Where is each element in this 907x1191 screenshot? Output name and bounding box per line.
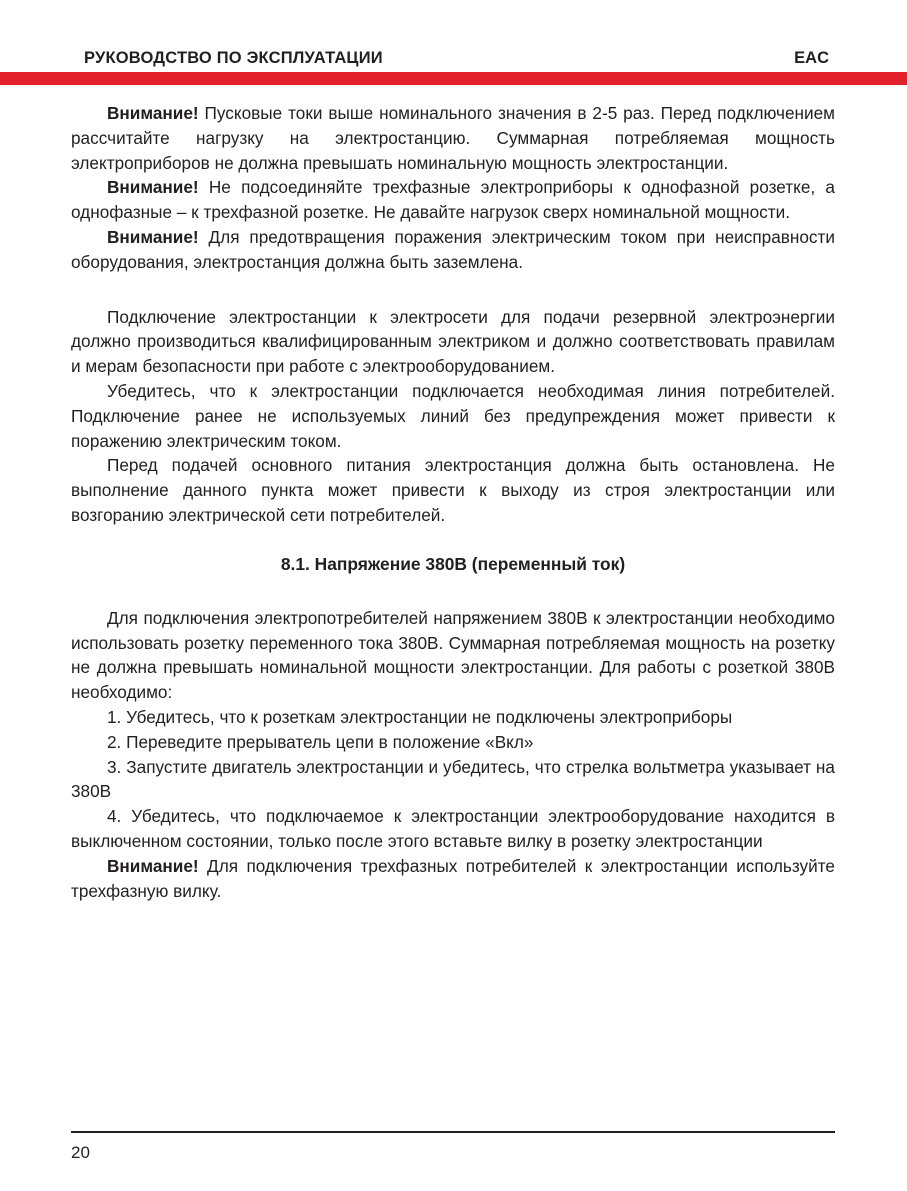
warning-text: Для предотвращения поражения электрическим током при неисправности оборудования, электростанция должна быть заземлена. <box>71 226 835 272</box>
document-title: РУКОВОДСТВО ПО ЭКСПЛУАТАЦИИ <box>84 49 383 67</box>
warning-paragraph <box>71 101 835 175</box>
warning-paragraph <box>71 175 835 225</box>
step-item: 3. Запустите двигатель электростанции и убедитесь, что стрелка вольтметра указывает на 380В <box>71 756 835 802</box>
footer-divider <box>71 1131 835 1133</box>
warning-text: Для подключения трехфазных потребителей к электростанции используйте трехфазную вилку. <box>71 855 835 901</box>
page-header <box>0 0 907 90</box>
warning-text: Не подсоединяйте трехфазные электроприборы к однофазной розетке, а однофазные – к трехфазной розетке. Не давайте нагрузок сверх номинальной мощности. <box>71 177 835 223</box>
body-paragraph: Убедитесь, что к электростанции подключается необходимая линия потребителей. Подключение ранее не используемых линий без предупреждения может привести к поражению электрическим током. <box>71 380 835 451</box>
body-paragraph: Подключение электростанции к электросети для подачи резервной электроэнергии должно производиться квалифицированным электриком и должно соответствовать правилам и мерам безопасности при работе с электрооборудованием. <box>71 306 835 377</box>
warning-label: Внимание! <box>107 226 199 247</box>
step-item: 4. Убедитесь, что подключаемое к электростанции электрооборудование находится в выключенном состоянии, только после этого вставьте вилку в розетку электростанции <box>71 806 835 851</box>
warning-paragraph <box>71 225 835 275</box>
warning-label: Внимание! <box>107 103 199 123</box>
eac-mark: EAC <box>794 49 829 67</box>
warning-paragraph <box>71 854 835 904</box>
page-content <box>71 101 835 903</box>
section-intro: Для подключения электропотребителей напряжением 380В к электростанции необходимо использовать розетку переменного тока 380В. Суммарная потребляемая мощность на розетку не должна превышать номинальной мощности электростанции. Для работы с розеткой 380В необходимо: <box>71 607 835 703</box>
section-heading: 8.1. Напряжение 380В (переменный ток) <box>280 553 626 574</box>
page-number: 20 <box>71 1143 90 1162</box>
step-item: 1. Убедитесь, что к розеткам электростанции не подключены электроприборы <box>107 706 733 727</box>
header-red-bar <box>0 72 907 85</box>
warning-label: Внимание! <box>107 855 199 876</box>
body-paragraph: Перед подачей основного питания электростанция должна быть остановлена. Не выполнение данного пункта может привести к выходу из строя электростанции или возгоранию электрической сети потребителей. <box>71 455 835 525</box>
step-item: 2. Переведите прерыватель цепи в положение «Вкл» <box>107 731 534 752</box>
warning-text: Пусковые токи выше номинального значения в 2-5 раз. Перед подключением рассчитайте нагрузку на электростанцию. Суммарная потребляемая мощность электроприборов не должна превышать номинальную мощность электростанции. <box>71 103 835 173</box>
warning-label: Внимание! <box>107 177 199 198</box>
